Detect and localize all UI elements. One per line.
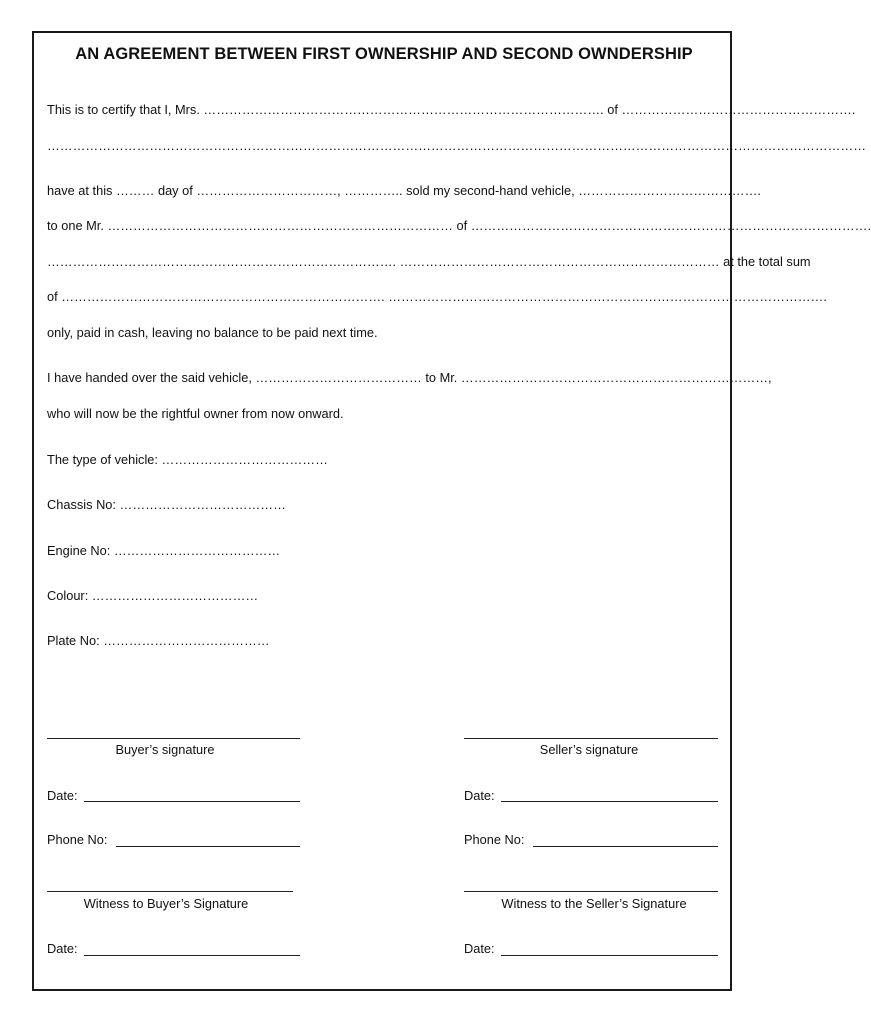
buyer-witness-caption: Witness to Buyer’s Signature — [83, 896, 249, 911]
date-sold-line: have at this ……… day of ……………………………, ………….. sold my second-hand vehicle, ……………………………………. — [47, 183, 761, 198]
document-title: AN AGREEMENT BETWEEN FIRST OWNERSHIP AND SECOND OWNDERSHIP — [75, 45, 693, 63]
seller-witness-signature-line — [464, 891, 718, 892]
seller-signature-line — [464, 738, 718, 739]
colour-field: Colour: ………………………………… — [47, 588, 259, 603]
seller-witness-caption: Witness to the Seller’s Signature — [501, 896, 687, 911]
buyer-name-line: to one Mr. ……………………………………………………………………… of …………………………………………………………………………………. — [47, 218, 871, 233]
engine-no-field: Engine No: ………………………………… — [47, 543, 281, 558]
seller-phone-line — [533, 846, 718, 847]
seller-witness-date-line — [501, 955, 718, 956]
buyer-witness-date-label: Date: — [47, 941, 78, 956]
rightful-owner-line: who will now be the rightful owner from now onward. — [47, 406, 344, 421]
buyer-date-line — [84, 801, 300, 802]
seller-date-label: Date: — [464, 788, 495, 803]
buyer-signature-caption: Buyer’s signature — [115, 742, 215, 757]
handover-line: I have handed over the said vehicle, ………………………………… to Mr. ………………………………………………………………, — [47, 370, 772, 385]
buyer-address-line: ………………………………………………………………………. ………………………………………………………………… at the total sum — [47, 254, 811, 269]
seller-signature-caption: Seller’s signature — [539, 742, 639, 757]
seller-witness-date-label: Date: — [464, 941, 495, 956]
buyer-phone-line — [116, 846, 300, 847]
plate-no-field: Plate No: ………………………………… — [47, 633, 270, 648]
buyer-witness-date-line — [84, 955, 300, 956]
chassis-no-field: Chassis No: ………………………………… — [47, 497, 286, 512]
buyer-date-label: Date: — [47, 788, 78, 803]
payment-line: only, paid in cash, leaving no balance to be paid next time. — [47, 325, 378, 340]
seller-date-line — [501, 801, 718, 802]
seller-phone-label: Phone No: — [464, 832, 525, 847]
certify-line: This is to certify that I, Mrs. …………………………………………………………………………………. of ………………………………………………. — [47, 102, 856, 117]
vehicle-type-field: The type of vehicle: ………………………………… — [47, 452, 328, 467]
buyer-signature-line — [47, 738, 300, 739]
address-line: ………………………………………………………………………………………………………………………………………………………………………… — [47, 138, 866, 153]
buyer-phone-label: Phone No: — [47, 832, 108, 847]
buyer-witness-signature-line — [47, 891, 293, 892]
total-sum-line: of …………………………………………………………………. …………………………………………………………………………………………. — [47, 289, 827, 304]
